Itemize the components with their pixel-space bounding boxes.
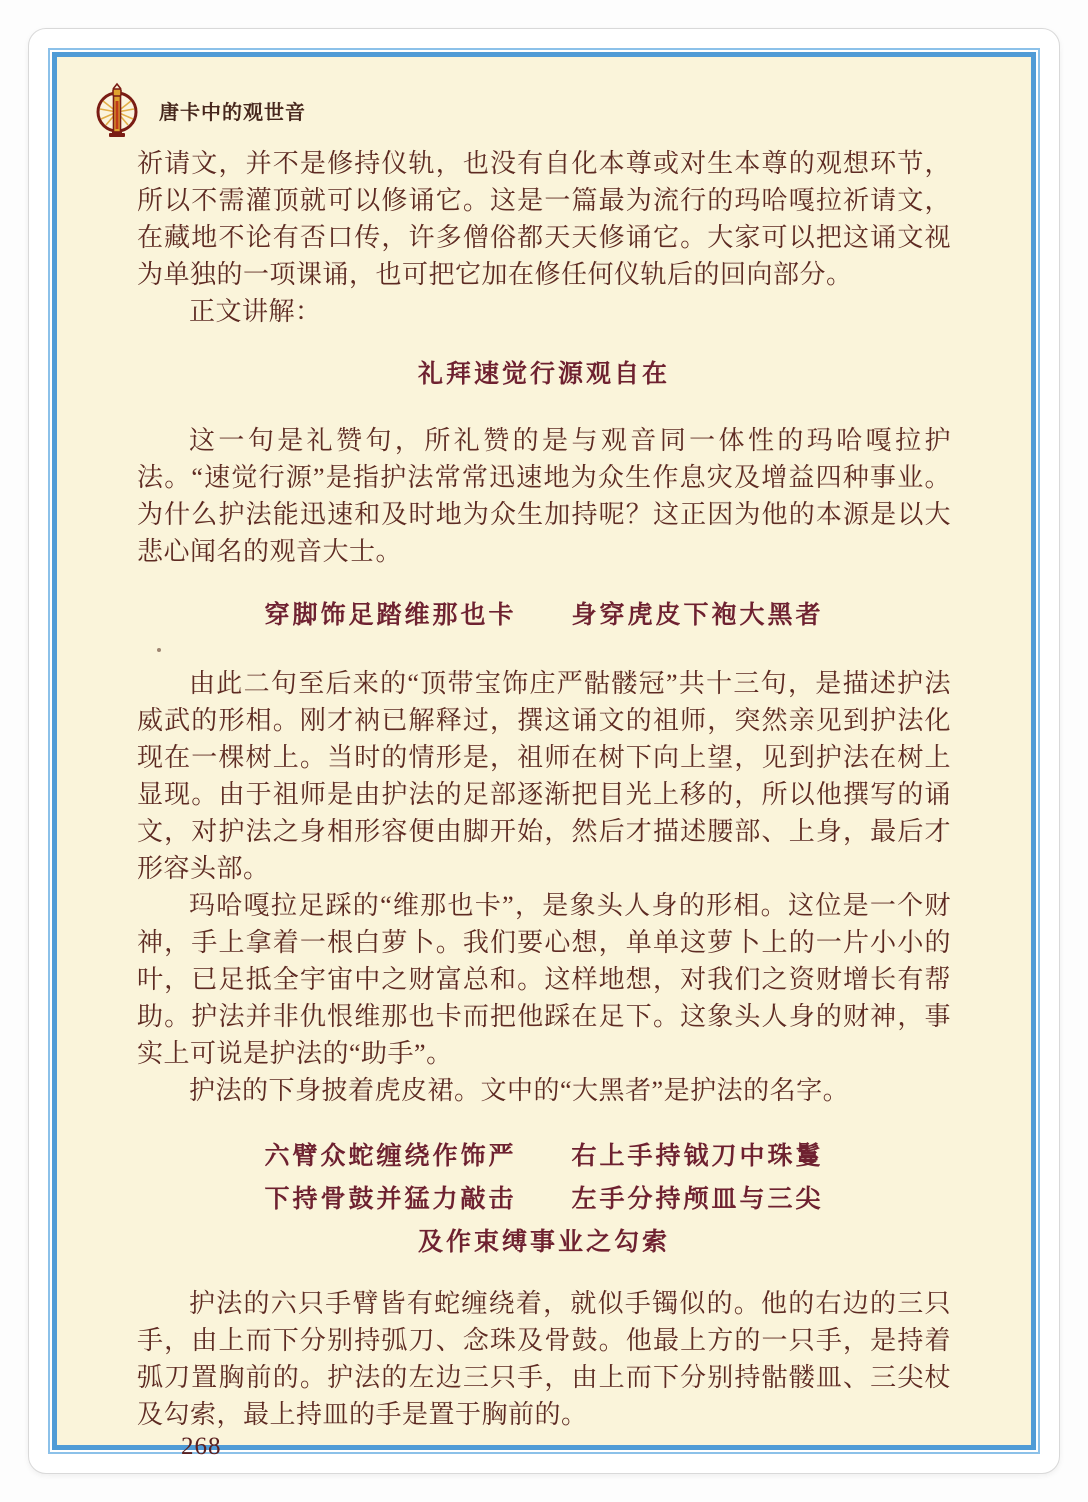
verse-line-2 xyxy=(137,597,951,634)
page-footer xyxy=(137,1433,951,1461)
scan-speck-artifact xyxy=(157,648,161,652)
page-card xyxy=(28,28,1060,1474)
decorative-frame-inner xyxy=(52,52,1036,1460)
thousand-armed-guanyin-icon xyxy=(91,81,143,139)
page-content xyxy=(57,57,1031,1460)
verse-2-right: 身穿虎皮下袍大黑者 xyxy=(571,602,824,629)
book-title: 唐卡中的观世音 xyxy=(159,101,306,124)
paragraph-explanation-3: 玛哈嘎拉足踩的“维那也卡”，是象头人身的形相。这位是一个财神，手上拿着一根白萝卜。我们要心想，单单这萝卜上的一片小小的叶，已足抵全宇宙中之财富总和。这样地想，对我们之资财增长有帮助。护法并非仇恨维那也卡而把他踩在足下。这象头人身的财神，事实上可说是护法的“助手”。 xyxy=(137,891,951,1068)
verse-3-line-2 xyxy=(137,1178,951,1221)
verse-3-line-2-right: 左手分持颅皿与三尖 xyxy=(571,1186,824,1213)
paragraph-explanation-2: 由此二句至后来的“顶带宝饰庄严骷髅冠”共十三句，是描述护法威武的形相。刚才衲已解释过，撰这诵文的祖师，突然亲见到护法化现在一棵树上。当时的情形是，祖师在树下向上望，见到护法在树上显现。由于祖师是由护法的足部逐渐把目光上移的，所以他撰写的诵文，对护法之身相形容便由脚开始，然后才描述腰部、上身，最后才形容头部。 xyxy=(137,669,951,883)
paragraph-continuation: 祈请文，并不是修持仪轨，也没有自化本尊或对生本尊的观想环节，所以不需灌顶就可以修诵它。这是一篇最为流行的玛哈嘎拉祈请文，在藏地不论有否口传，许多僧俗都天天修诵它。大家可以把这诵文视为单独的一项课诵，也可把它加在修任何仪轨后的回向部分。 xyxy=(137,149,951,289)
verse-line-1: 礼拜速觉行源观自在 xyxy=(417,361,670,388)
paragraph-explanation-5: 护法的六只手臂皆有蛇缠绕着，就似手镯似的。他的右边的三只手，由上而下分别持弧刀、念珠及骨鼓。他最上方的一只手，是持着弧刀置胸前的。护法的左边三只手，由上而下分别持骷髅皿、三尖杖及勾索，最上持皿的手是置于胸前的。 xyxy=(137,1289,951,1429)
verse-3-line-1-left: 六臂众蛇缠绕作饰严 xyxy=(264,1143,517,1170)
paragraph-explanation-1: 这一句是礼赞句，所礼赞的是与观音同一体性的玛哈嘎拉护法。“速觉行源”是指护法常常迅速地为众生作息灾及增益四种事业。为什么护法能迅速和及时地为众生加持呢？这正因为他的本源是以大悲心闻名的观音大士。 xyxy=(137,426,951,566)
verse-2-left: 穿脚饰足踏维那也卡 xyxy=(264,602,517,629)
section-label: 正文讲解： xyxy=(189,297,322,326)
page-number: 268 xyxy=(181,1433,222,1460)
verse-block-3 xyxy=(137,1135,951,1264)
verse-3-line-3: 及作束缚事业之勾索 xyxy=(417,1229,670,1256)
running-header xyxy=(91,81,951,139)
verse-3-line-1 xyxy=(137,1135,951,1178)
verse-3-line-2-left: 下持骨鼓并猛力敲击 xyxy=(264,1186,517,1213)
verse-3-line-1-right: 右上手持钺刀中珠鬘 xyxy=(571,1143,824,1170)
decorative-frame-outer xyxy=(48,48,1040,1460)
paragraph-explanation-4: 护法的下身披着虎皮裙。文中的“大黑者”是护法的名字。 xyxy=(189,1076,850,1105)
